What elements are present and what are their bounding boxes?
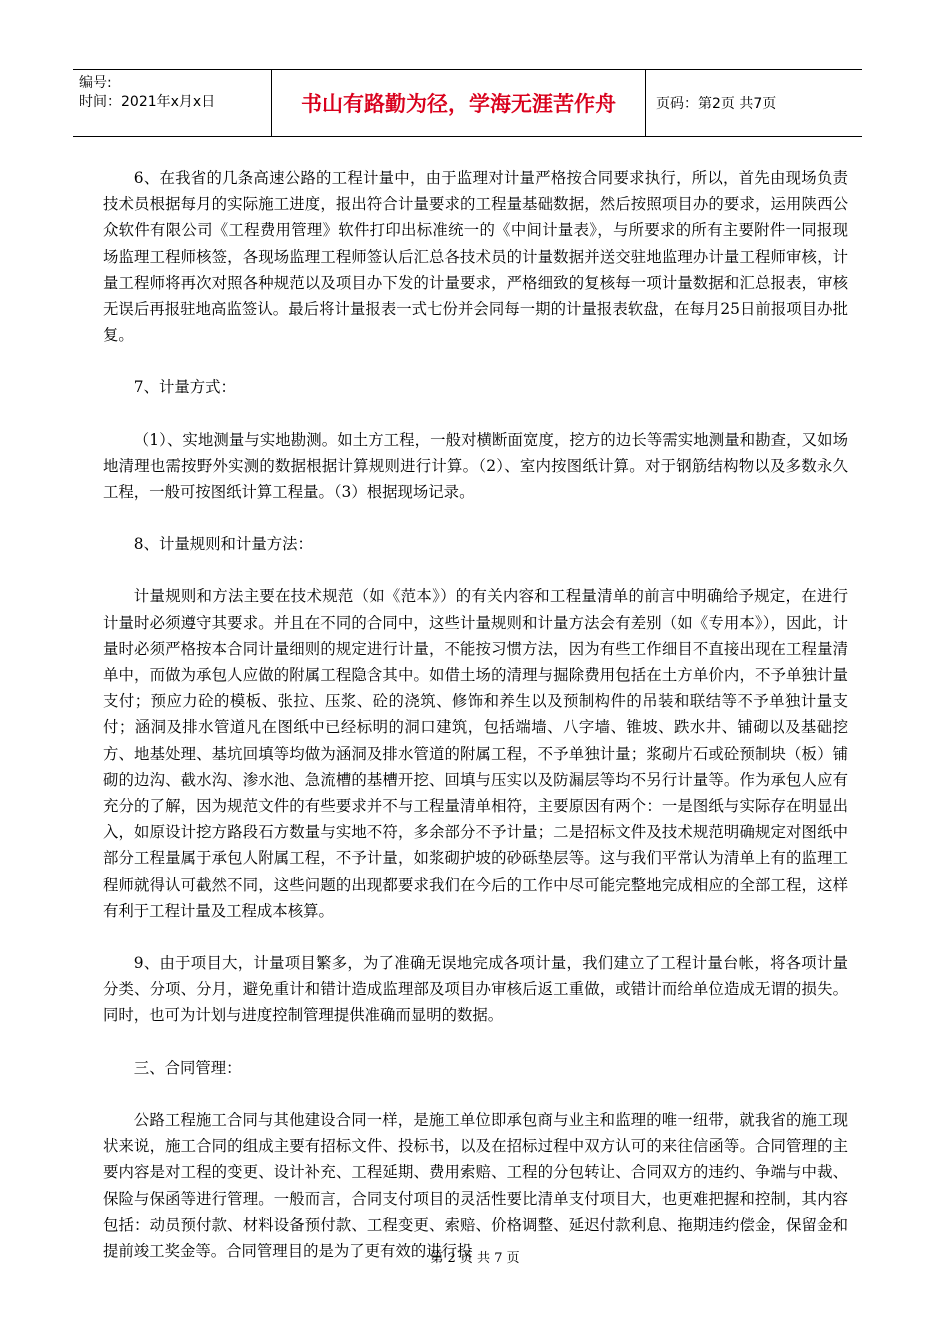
document-number-label: 编号: — [79, 75, 112, 91]
heading-item-7: 7、计量方式： — [133, 378, 236, 397]
page-header — [73, 69, 862, 137]
paragraph-measurement-methods: （1）、实地测量与实地勘测。如土方工程，一般对横断面宽度，挖方的边长等需实地测量和勘查，又如场地清理也需按野外实测的数据根据计算规则进行计算。（2）、室内按图纸计算。对于钢筋结构物以及多数永久工程，一般可按图纸计算工程量。（3）根据现场记录。 — [103, 430, 848, 502]
header-page-number: 页码：第2页 共7页 — [656, 96, 777, 112]
header-motto: 书山有路勤为径，学海无涯苦作舟 — [272, 70, 646, 136]
heading-item-8: 8、计量规则和计量方法： — [133, 535, 313, 554]
header-meta-cell — [73, 70, 272, 136]
paragraph-item-9: 9、由于项目大，计量项目繁多，为了准确无误地完成各项计量，我们建立了工程计量台帐，将各项计量分类、分项、分月，避免重计和错计造成监理部及项目办审核后返工重做，或错计而给单位造成无谓的损失。同时，也可为计划与进度控制管理提供准确而显明的数据。 — [103, 954, 848, 1025]
document-body — [103, 165, 848, 1290]
paragraph-measurement-rules: 计量规则和方法主要在技术规范（如《范本》）的有关内容和工程量清单的前言中明确给予规定，在进行计量时必须遵守其要求。并且在不同的合同中，这些计量规则和计量方法会有差别（如《专用本》），因此，计量时必须严格按本合同计量细则的规定进行计量，不能按习惯方法，因为有些工作细目不直接出现在工程量清单中，而做为承包人应做的附属工程隐含其中。如借土场的清理与掘除费用包括在土方单价内，不予单独计量支付；预应力砼的模板、张拉、压浆、砼的浇筑、修饰和养生以及预制构件的吊装和联结等不予单独计量支付；涵洞及排水管道凡在图纸中已经标明的洞口建筑，包括端墙、八字墙、锥坡、跌水井、铺砌以及基础挖方、地基处理、基坑回填等均做为涵洞及排水管道的附属工程，不予单独计量；浆砌片石或砼预制块（板）铺砌的边沟、截水沟、渗水池、急流槽的基槽开挖、回填与压实以及防漏层等均不另行计量等。作为承包人应有充分的了解，因为规范文件的有些要求并不与工程量清单相符，主要原因有两个：一是图纸与实际存在明显出入，如原设计挖方路段石方数量与实地不符，多余部分不予计量；二是招标文件及技术规范明确规定对图纸中部分工程量属于承包人附属工程，不予计量，如浆砌护坡的砂砾垫层等。这与我们平常认为清单上有的监理工程师就得认可截然不同，这些问题的出现都要求我们在今后的工作中尽可能完整地完成相应的全部工程，这样有利于工程计量及工程成本核算。 — [103, 587, 848, 920]
section-heading-contract-management: 三、合同管理： — [133, 1058, 242, 1077]
page-footer: 第 2 页 共 7 页 — [430, 1251, 520, 1266]
paragraph-item-6: 6、在我省的几条高速公路的工程计量中，由于监理对计量严格按合同要求执行，所以，首先由现场负责技术员根据每月的实际施工进度，报出符合计量要求的工程量基础数据，然后按照项目办的要求，运用陕西公众软件有限公司《工程费用管理》软件打印出标准统一的《中间计量表》，与所要求的所有主要附件一同报现场监理工程师核签，各现场监理工程师签认后汇总各技术员的计量数据并送交驻地监理办计量工程师审核，计量工程师将再次对照各种规范以及项目办下发的计量要求，严格细致的复核每一项计量数据和汇总报表，审核无误后再报驻地高监签认。最后将计量报表一式七份并会同每一期的计量报表软盘，在每月25日前报项目办批复。 — [103, 169, 848, 345]
document-time-label: 时间：2021年x月x日 — [79, 94, 216, 110]
paragraph-contract-management: 公路工程施工合同与其他建设合同一样，是施工单位即承包商与业主和监理的唯一纽带，就我省的施工现状来说，施工合同的组成主要有招标文件、投标书，以及在招标过程中双方认可的来往信函等。合同管理的主要内容是对工程的变更、设计补充、工程延期、费用索赔、工程的分包转让、合同双方的违约、争端与中裁、保险与保函等进行管理。一般而言，合同支付项目的灵活性要比清单支付项目大，也更难把握和控制，其内容包括：动员预付款、材料设备预付款、工程变更、索赔、价格调整、延迟付款利息、拖期违约偿金，保留金和提前竣工奖金等。合同管理目的是为了更有效的进行投 — [103, 1110, 848, 1260]
